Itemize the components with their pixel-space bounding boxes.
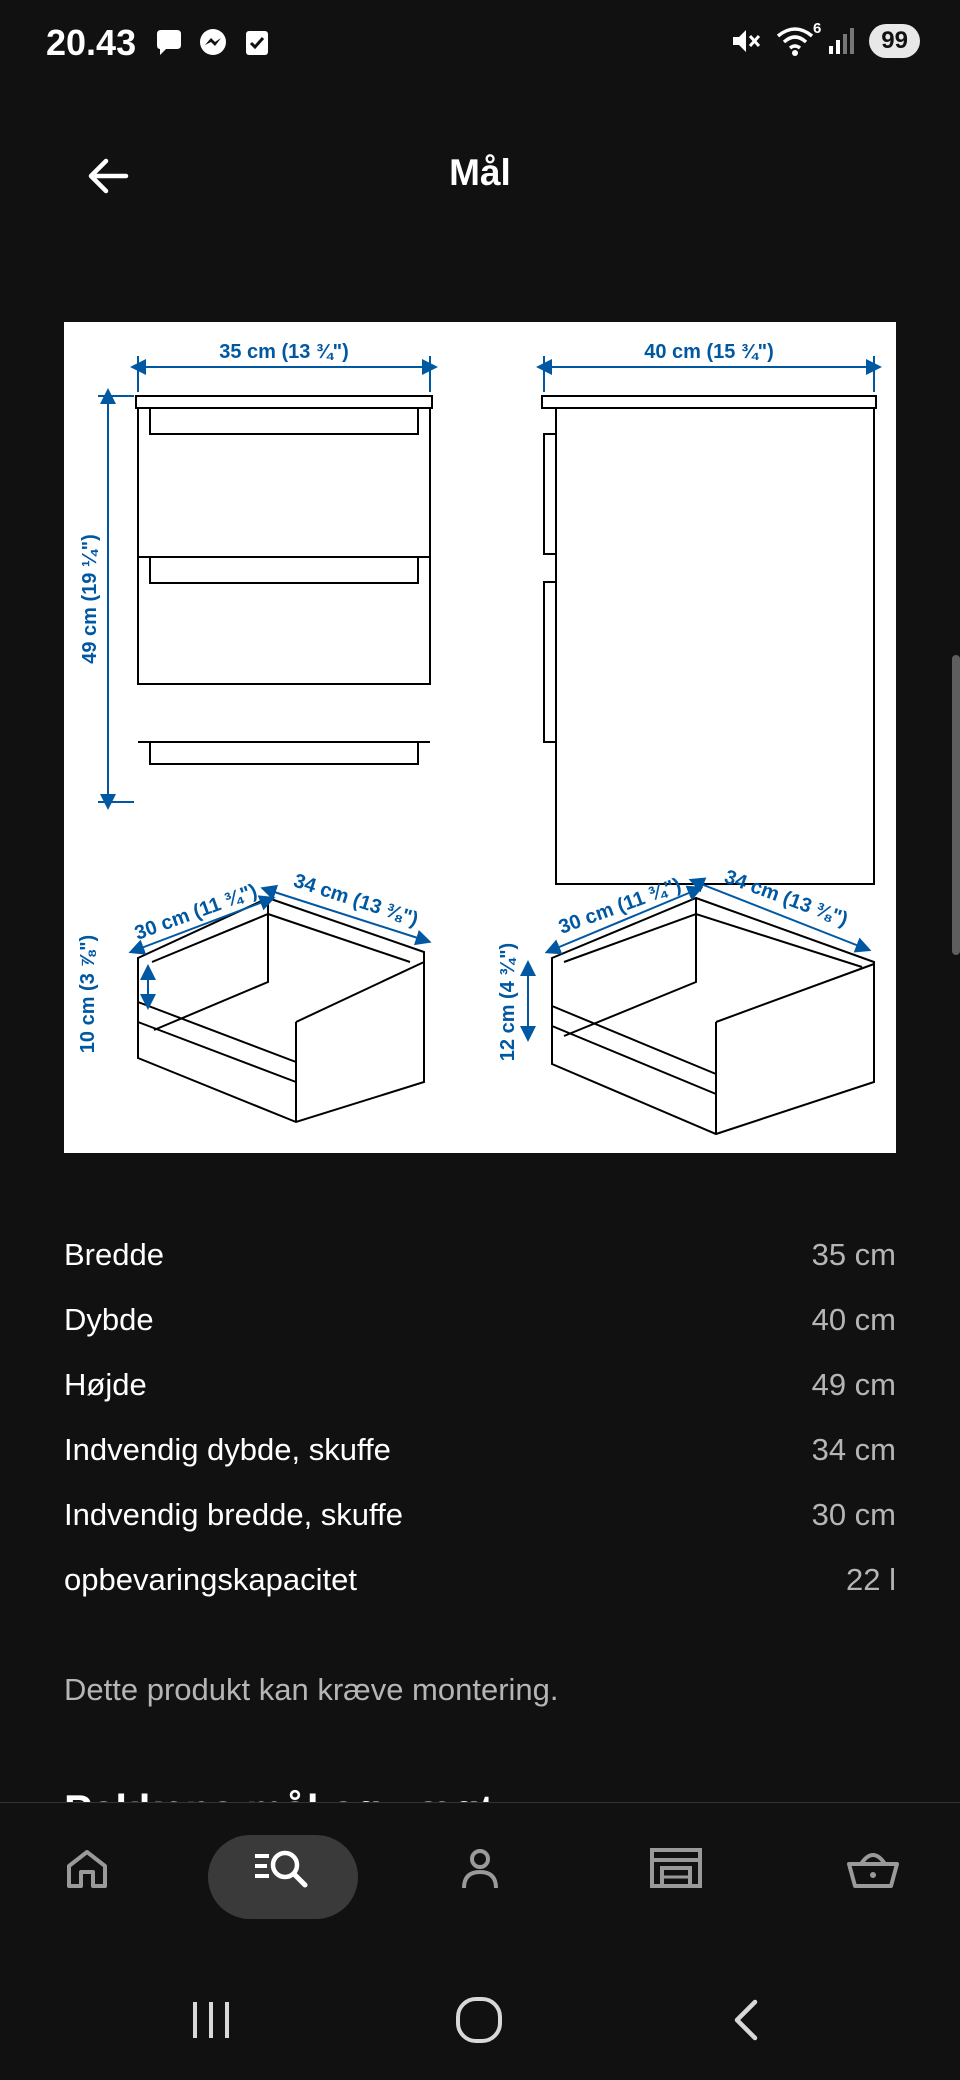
- spec-value: 22 l: [846, 1561, 896, 1597]
- system-home-button[interactable]: [444, 1985, 514, 2055]
- drawer2-depth-label: 34 cm (13 ⅜"): [721, 865, 851, 931]
- signal-icon: [827, 24, 857, 58]
- system-navigation: [0, 1957, 960, 2080]
- checkbox-icon: [240, 26, 274, 60]
- nav-store[interactable]: [636, 1833, 716, 1903]
- spec-label: Højde: [64, 1366, 147, 1402]
- drawer1-height-label: 10 cm (3 ⅞"): [77, 934, 99, 1054]
- wifi-label: 6: [812, 20, 822, 37]
- system-back-button[interactable]: [712, 1985, 782, 2055]
- messenger-icon: [196, 26, 230, 60]
- recents-button[interactable]: [176, 1985, 246, 2055]
- notification-icons: [152, 26, 274, 60]
- dimension-drawing: [64, 322, 896, 1153]
- basket-icon: [845, 1844, 901, 1892]
- spec-row: [64, 1222, 896, 1287]
- mute-icon: [729, 24, 763, 58]
- spec-value: 35 cm: [811, 1236, 896, 1272]
- status-right: [729, 20, 920, 58]
- nav-search[interactable]: [243, 1833, 323, 1903]
- spec-row: [64, 1547, 896, 1612]
- spec-row: [64, 1287, 896, 1352]
- nav-profile[interactable]: [440, 1833, 520, 1903]
- dimension-spec-list: [64, 1222, 896, 1612]
- bottom-navigation: [0, 1802, 960, 1958]
- search-icon: [253, 1844, 313, 1892]
- front-width-label: 35 cm (13 ¾"): [219, 341, 349, 363]
- dimension-diagram: [64, 322, 896, 1153]
- nav-home[interactable]: [47, 1833, 127, 1903]
- spec-value: 49 cm: [811, 1366, 896, 1402]
- next-section-heading[interactable]: [64, 1770, 896, 1802]
- spec-label: opbevaringskapacitet: [64, 1561, 357, 1597]
- spec-label: Dybde: [64, 1301, 154, 1337]
- battery-indicator: 99: [869, 24, 920, 58]
- status-time: 20.43: [46, 22, 137, 63]
- store-icon: [648, 1844, 704, 1892]
- scrollbar-thumb[interactable]: [952, 655, 960, 955]
- spec-label: Bredde: [64, 1236, 164, 1272]
- wifi-icon: [775, 20, 822, 58]
- home-icon: [63, 1844, 111, 1892]
- status-bar: [0, 0, 960, 90]
- profile-icon: [456, 1844, 504, 1892]
- header: [0, 120, 960, 220]
- spec-label: Indvendig dybde, skuffe: [64, 1431, 391, 1467]
- spec-value: 40 cm: [811, 1301, 896, 1337]
- page-title: Mål: [449, 152, 511, 193]
- spec-value: 34 cm: [811, 1431, 896, 1467]
- spec-row: [64, 1417, 896, 1482]
- spec-value: 30 cm: [811, 1496, 896, 1532]
- back-chevron-icon: [723, 1996, 771, 2044]
- recents-icon: [187, 1996, 235, 2044]
- assembly-note: Dette produkt kan kræve montering.: [64, 1672, 559, 1707]
- drawer2-height-label: 12 cm (4 ¾"): [497, 942, 519, 1062]
- spec-row: [64, 1482, 896, 1547]
- drawer1-depth-label: 34 cm (13 ⅜"): [290, 869, 421, 931]
- drawer2-width-label: 30 cm (11 ¾"): [555, 874, 685, 939]
- spec-label: Indvendig bredde, skuffe: [64, 1496, 403, 1532]
- chat-bubble-icon: [152, 26, 186, 60]
- home-circle-icon: [453, 1994, 505, 2046]
- nav-basket[interactable]: [833, 1833, 913, 1903]
- spec-row: [64, 1352, 896, 1417]
- height-label: 49 cm (19 ¼"): [79, 534, 101, 664]
- side-depth-label: 40 cm (15 ¾"): [644, 341, 774, 363]
- drawer1-width-label: 30 cm (11 ¾"): [131, 880, 261, 945]
